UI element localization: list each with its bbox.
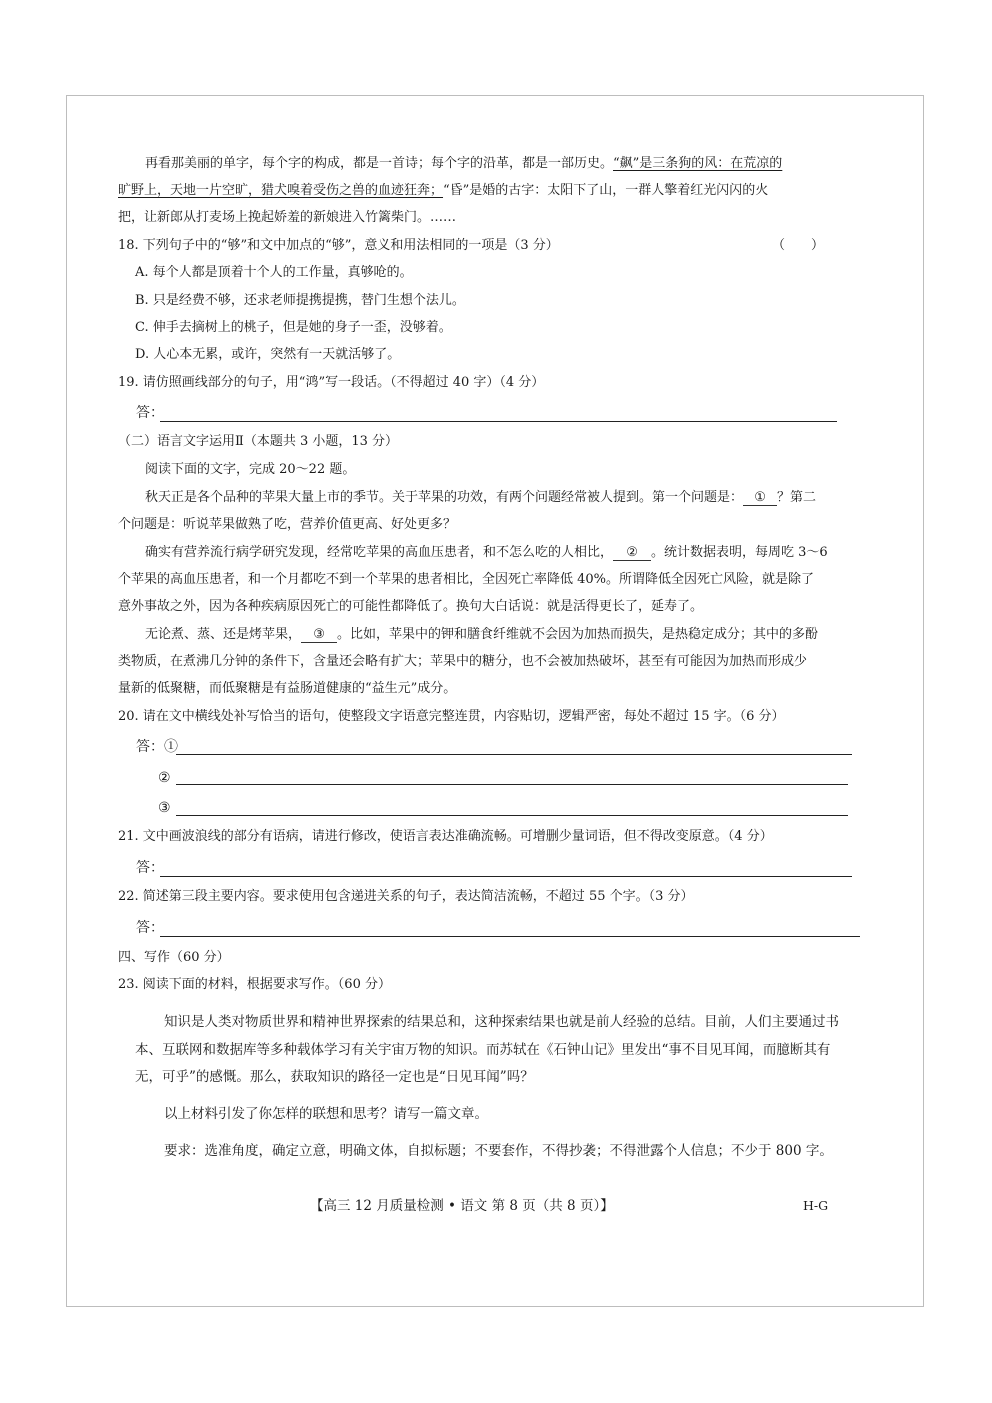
para-3-line-2: 类物质，在煮沸几分钟的条件下，含量还会略有扩大；苹果中的糖分，也不会被加热破坏，甚至有可能因为加热而形成少 xyxy=(118,654,808,669)
option-a[interactable]: A. 每个人都是顶着十个人的工作量，真够呛的。 xyxy=(135,265,413,280)
answer-line-20-1[interactable] xyxy=(176,754,852,755)
para-1-line-2: 个问题是：听说苹果做熟了吃，营养价值更高、好处更多？ xyxy=(118,517,457,532)
footer-title: 【高三 12 月质量检测 • 语文 第 8 页（共 8 页）】 xyxy=(310,1198,614,1214)
material-line-2: 本、互联网和数据库等多种载体学习有关宇宙万物的知识。而苏轼在《石钟山记》里发出“事不目见耳闻，而臆断其有 xyxy=(135,1042,831,1058)
underlined-text: “飙”是三条狗的风：在荒凉的 xyxy=(613,156,783,171)
footer-code: H-G xyxy=(803,1198,829,1213)
answer-line-20-3[interactable] xyxy=(176,815,848,816)
reading-instruction: 阅读下面的文字，完成 20～22 题。 xyxy=(145,462,356,477)
answer-line-22[interactable] xyxy=(160,936,860,937)
answer-label: 答： xyxy=(136,860,164,876)
answer-line-21[interactable] xyxy=(160,876,852,877)
answer-line-19[interactable] xyxy=(160,421,837,422)
para-text: 无论煮、蒸、还是烤苹果， xyxy=(145,627,302,642)
question-18-stem: 18. 下列句子中的“够”和文中加点的“够”，意义和用法相同的一项是（3 分） xyxy=(118,238,559,253)
passage-line-3: 把，让新郎从打麦场上挽起娇羞的新娘进入竹篱柴门。…… xyxy=(118,210,457,225)
passage-text: “昏”是婚的古字：太阳下了山，一群人擎着红光闪闪的火 xyxy=(443,183,769,198)
para-2-line-2: 个苹果的高血压患者，和一个月都吃不到一个苹果的患者相比，全因死亡率降低 40%。所谓降低全因死亡风险，就是除了 xyxy=(118,572,815,587)
passage-line-2 xyxy=(118,182,768,200)
para-text: 。比如，苹果中的钾和膳食纤维就不会因为加热而损失，是热稳定成分；其中的多酚 xyxy=(337,627,819,642)
question-19-stem: 19. 请仿照画线部分的句子，用“鸿”写一段话。（不得超过 40 字）（4 分） xyxy=(118,375,545,390)
option-b[interactable]: B. 只是经费不够，还求老师提携提携，替门生想个法儿。 xyxy=(135,293,465,308)
para-text: ？第二 xyxy=(777,490,817,505)
passage-text: 再看那美丽的单字，每个字的构成，都是一首诗；每个字的沿革，都是一部历史。 xyxy=(145,156,614,171)
answer-mark-2: ② xyxy=(158,770,171,786)
material-line-1: 知识是人类对物质世界和精神世界探索的结果总和，这种探索结果也就是前人经验的总结。目前，人们主要通过书 xyxy=(164,1014,839,1030)
para-text: 秋天正是各个品种的苹果大量上市的季节。关于苹果的功效，有两个问题经常被人提到。第一个问题是： xyxy=(145,490,744,505)
para-text: 。统计数据表明，每周吃 3～6 xyxy=(651,545,828,560)
answer-bracket[interactable]: （ ） xyxy=(772,238,825,253)
blank-1: ① xyxy=(743,491,777,506)
material-line-3: 无，可乎”的感慨。那么，获取知识的路径一定也是“日见耳闻”吗？ xyxy=(135,1069,534,1085)
para-1-line-1 xyxy=(145,489,816,507)
writing-prompt: 以上材料引发了你怎样的联想和思考？请写一篇文章。 xyxy=(164,1106,488,1122)
para-3-line-3: 量新的低聚糖，而低聚糖是有益肠道健康的“益生元”成分。 xyxy=(118,681,457,696)
question-20-stem: 20. 请在文中横线处补写恰当的语句，使整段文字语意完整连贯，内容贴切，逻辑严密，每处不超过 15 字。（6 分） xyxy=(118,709,785,724)
answer-label: 答： xyxy=(136,920,164,936)
passage-line-1 xyxy=(145,155,782,173)
section-2-heading: （二）语言文字运用Ⅱ（本题共 3 小题，13 分） xyxy=(118,434,399,449)
underlined-text: 旷野上，天地一片空旷，猎犬嗅着受伤之兽的血迹狂奔； xyxy=(118,183,444,198)
para-3-line-1 xyxy=(145,626,818,644)
question-23-stem: 23. 阅读下面的材料，根据要求写作。（60 分） xyxy=(118,977,391,992)
option-d[interactable]: D. 人心本无累，或许，突然有一天就活够了。 xyxy=(135,347,401,362)
answer-line-20-2[interactable] xyxy=(176,784,848,785)
blank-3: ③ xyxy=(301,628,337,643)
para-text: 确实有营养流行病学研究发现，经常吃苹果的高血压患者，和不怎么吃的人相比， xyxy=(145,545,614,560)
para-2-line-1 xyxy=(145,544,828,562)
writing-requirements: 要求：选准角度，确定立意，明确文体，自拟标题；不要套作，不得抄袭；不得泄露个人信息；不少于 800 字。 xyxy=(164,1143,833,1159)
question-22-stem: 22. 简述第三段主要内容。要求使用包含递进关系的句子，表达简洁流畅，不超过 55 个字。（3 分） xyxy=(118,889,694,904)
answer-label: 答： xyxy=(136,405,164,421)
question-21-stem: 21. 文中画波浪线的部分有语病，请进行修改，使语言表达准确流畅。可增删少量词语，但不得改变原意。（4 分） xyxy=(118,829,773,844)
blank-2: ② xyxy=(613,546,651,561)
answer-label: 答：① xyxy=(136,739,178,755)
para-2-line-3: 意外事故之外，因为各种疾病原因死亡的可能性都降低了。换句大白话说：就是活得更长了，延寿了。 xyxy=(118,599,704,614)
answer-mark-3: ③ xyxy=(158,800,171,816)
option-c[interactable]: C. 伸手去摘树上的桃子，但是她的身子一歪，没够着。 xyxy=(135,320,452,335)
section-4-heading: 四、写作（60 分） xyxy=(118,950,230,965)
